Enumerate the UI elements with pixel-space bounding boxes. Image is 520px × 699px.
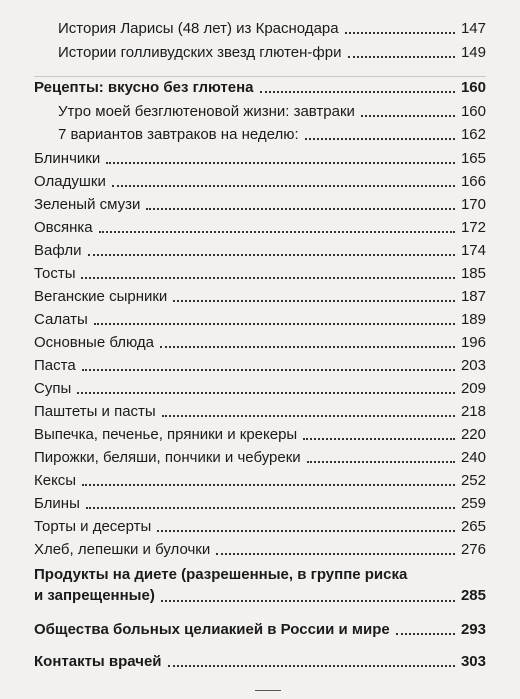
toc-page-number: 162 bbox=[460, 126, 486, 143]
toc-entry-label: Основные блюда bbox=[34, 334, 155, 351]
toc-entry-contacts bbox=[34, 653, 486, 671]
toc-entry-label: Паста bbox=[34, 357, 76, 374]
toc-entry-label: Блинчики bbox=[34, 150, 101, 167]
toc-entry bbox=[34, 196, 486, 214]
toc-entry-label: Рецепты: вкусно без глютена bbox=[34, 79, 254, 96]
toc-page-number: 166 bbox=[460, 173, 486, 190]
dot-leader bbox=[146, 207, 455, 210]
toc-page-number: 185 bbox=[460, 265, 486, 282]
toc-entry bbox=[34, 150, 486, 168]
toc-page-number: 160 bbox=[460, 103, 486, 120]
toc-page-number: 293 bbox=[460, 621, 486, 638]
dot-leader bbox=[77, 391, 455, 394]
dot-leader bbox=[305, 137, 455, 140]
toc-entry-label: Веганские сырники bbox=[34, 288, 168, 305]
dot-leader bbox=[82, 368, 455, 371]
dot-leader bbox=[303, 437, 455, 440]
dot-leader bbox=[99, 230, 455, 233]
toc-entry-label: Паштеты и пасты bbox=[34, 403, 156, 420]
toc-entry-label: и запрещенные) bbox=[34, 587, 155, 604]
toc-page-number: 252 bbox=[460, 472, 486, 489]
toc-entry bbox=[34, 265, 486, 283]
dot-leader bbox=[216, 552, 455, 555]
toc-entry bbox=[34, 288, 486, 306]
toc-entry-label: Салаты bbox=[34, 311, 88, 328]
toc-page-number: 285 bbox=[460, 587, 486, 604]
dot-leader bbox=[361, 114, 455, 117]
toc-entry-label: Хлеб, лепешки и булочки bbox=[34, 541, 211, 558]
toc-entry bbox=[34, 541, 486, 559]
toc-page-number: 265 bbox=[460, 518, 486, 535]
dot-leader bbox=[162, 414, 455, 417]
toc-page-number: 174 bbox=[460, 242, 486, 259]
toc-entry-label: 7 вариантов завтраков на неделю: bbox=[58, 126, 299, 143]
toc-entry-label: Пирожки, беляши, пончики и чебуреки bbox=[34, 449, 301, 466]
dot-leader bbox=[106, 161, 455, 164]
dot-leader bbox=[88, 253, 455, 256]
toc-entry-label: История Ларисы (48 лет) из Краснодара bbox=[58, 20, 339, 37]
toc-entry bbox=[58, 126, 486, 144]
toc-entry bbox=[34, 357, 486, 375]
toc-page-number: 303 bbox=[460, 653, 486, 670]
toc-page-number: 259 bbox=[460, 495, 486, 512]
toc-entry bbox=[34, 518, 486, 536]
toc-entry bbox=[34, 334, 486, 352]
dot-leader bbox=[94, 322, 455, 325]
toc-entry bbox=[58, 20, 486, 38]
toc-entry-products bbox=[34, 564, 486, 606]
dot-leader bbox=[168, 664, 455, 667]
toc-entry bbox=[34, 311, 486, 329]
toc-entry-label: Оладушки bbox=[34, 173, 106, 190]
toc-page-number: 209 bbox=[460, 380, 486, 397]
toc-page-number: 165 bbox=[460, 150, 486, 167]
toc-page-number: 147 bbox=[460, 20, 486, 37]
divider bbox=[34, 76, 486, 77]
dot-leader bbox=[348, 55, 455, 58]
toc-entry-label: Утро моей безглютеновой жизни: завтраки bbox=[58, 103, 355, 120]
toc-entry-label: Тосты bbox=[34, 265, 76, 282]
toc-entry-label: Продукты на диете (разрешенные, в группе риска bbox=[34, 566, 408, 583]
dot-leader bbox=[173, 299, 455, 302]
toc-page-number: 203 bbox=[460, 357, 486, 374]
dot-leader bbox=[161, 599, 455, 602]
toc-entry-label: Контакты врачей bbox=[34, 653, 162, 670]
dot-leader bbox=[81, 276, 454, 279]
toc-entry-label: Истории голливудских звезд глютен-фри bbox=[58, 44, 342, 61]
toc-page-number: 187 bbox=[460, 288, 486, 305]
toc-page-number: 240 bbox=[460, 449, 486, 466]
page-edge-mark bbox=[255, 690, 281, 691]
toc-entry-societies bbox=[34, 621, 486, 639]
dot-leader bbox=[345, 31, 455, 34]
toc-page-number: 276 bbox=[460, 541, 486, 558]
toc-entry bbox=[34, 79, 486, 97]
toc-entry-label: Овсянка bbox=[34, 219, 93, 236]
toc-entry-label: Кексы bbox=[34, 472, 77, 489]
toc-page-number: 189 bbox=[460, 311, 486, 328]
dot-leader bbox=[112, 184, 455, 187]
dot-leader bbox=[160, 345, 455, 348]
toc-entry bbox=[34, 380, 486, 398]
toc-page-number: 220 bbox=[460, 426, 486, 443]
toc-entry bbox=[34, 449, 486, 467]
toc-entry-label: Общества больных целиакией в России и мире bbox=[34, 621, 390, 638]
toc-entry bbox=[34, 426, 486, 444]
toc-page-number: 196 bbox=[460, 334, 486, 351]
toc-page-number: 170 bbox=[460, 196, 486, 213]
toc-page-number: 218 bbox=[460, 403, 486, 420]
toc-entry-label: Зеленый смузи bbox=[34, 196, 141, 213]
toc-entry bbox=[34, 242, 486, 260]
dot-leader bbox=[307, 460, 455, 463]
dot-leader bbox=[157, 529, 455, 532]
toc-entry bbox=[34, 173, 486, 191]
toc-entry-label: Вафли bbox=[34, 242, 82, 259]
dot-leader bbox=[82, 483, 455, 486]
dot-leader bbox=[260, 90, 455, 93]
toc-entry-label: Выпечка, печенье, пряники и крекеры bbox=[34, 426, 298, 443]
toc-entry-label: Супы bbox=[34, 380, 72, 397]
toc-entry bbox=[58, 44, 486, 62]
dot-leader bbox=[86, 506, 455, 509]
toc-entry bbox=[34, 472, 486, 490]
toc-entry bbox=[58, 103, 486, 121]
toc-entry bbox=[34, 495, 486, 513]
toc-entry bbox=[34, 219, 486, 237]
dot-leader bbox=[396, 632, 455, 635]
toc-entry bbox=[34, 403, 486, 421]
toc-page-number: 172 bbox=[460, 219, 486, 236]
toc-entry-label: Блины bbox=[34, 495, 80, 512]
toc-entry-label: Торты и десерты bbox=[34, 518, 152, 535]
toc-page-number: 160 bbox=[460, 79, 486, 96]
toc-page-number: 149 bbox=[460, 44, 486, 61]
